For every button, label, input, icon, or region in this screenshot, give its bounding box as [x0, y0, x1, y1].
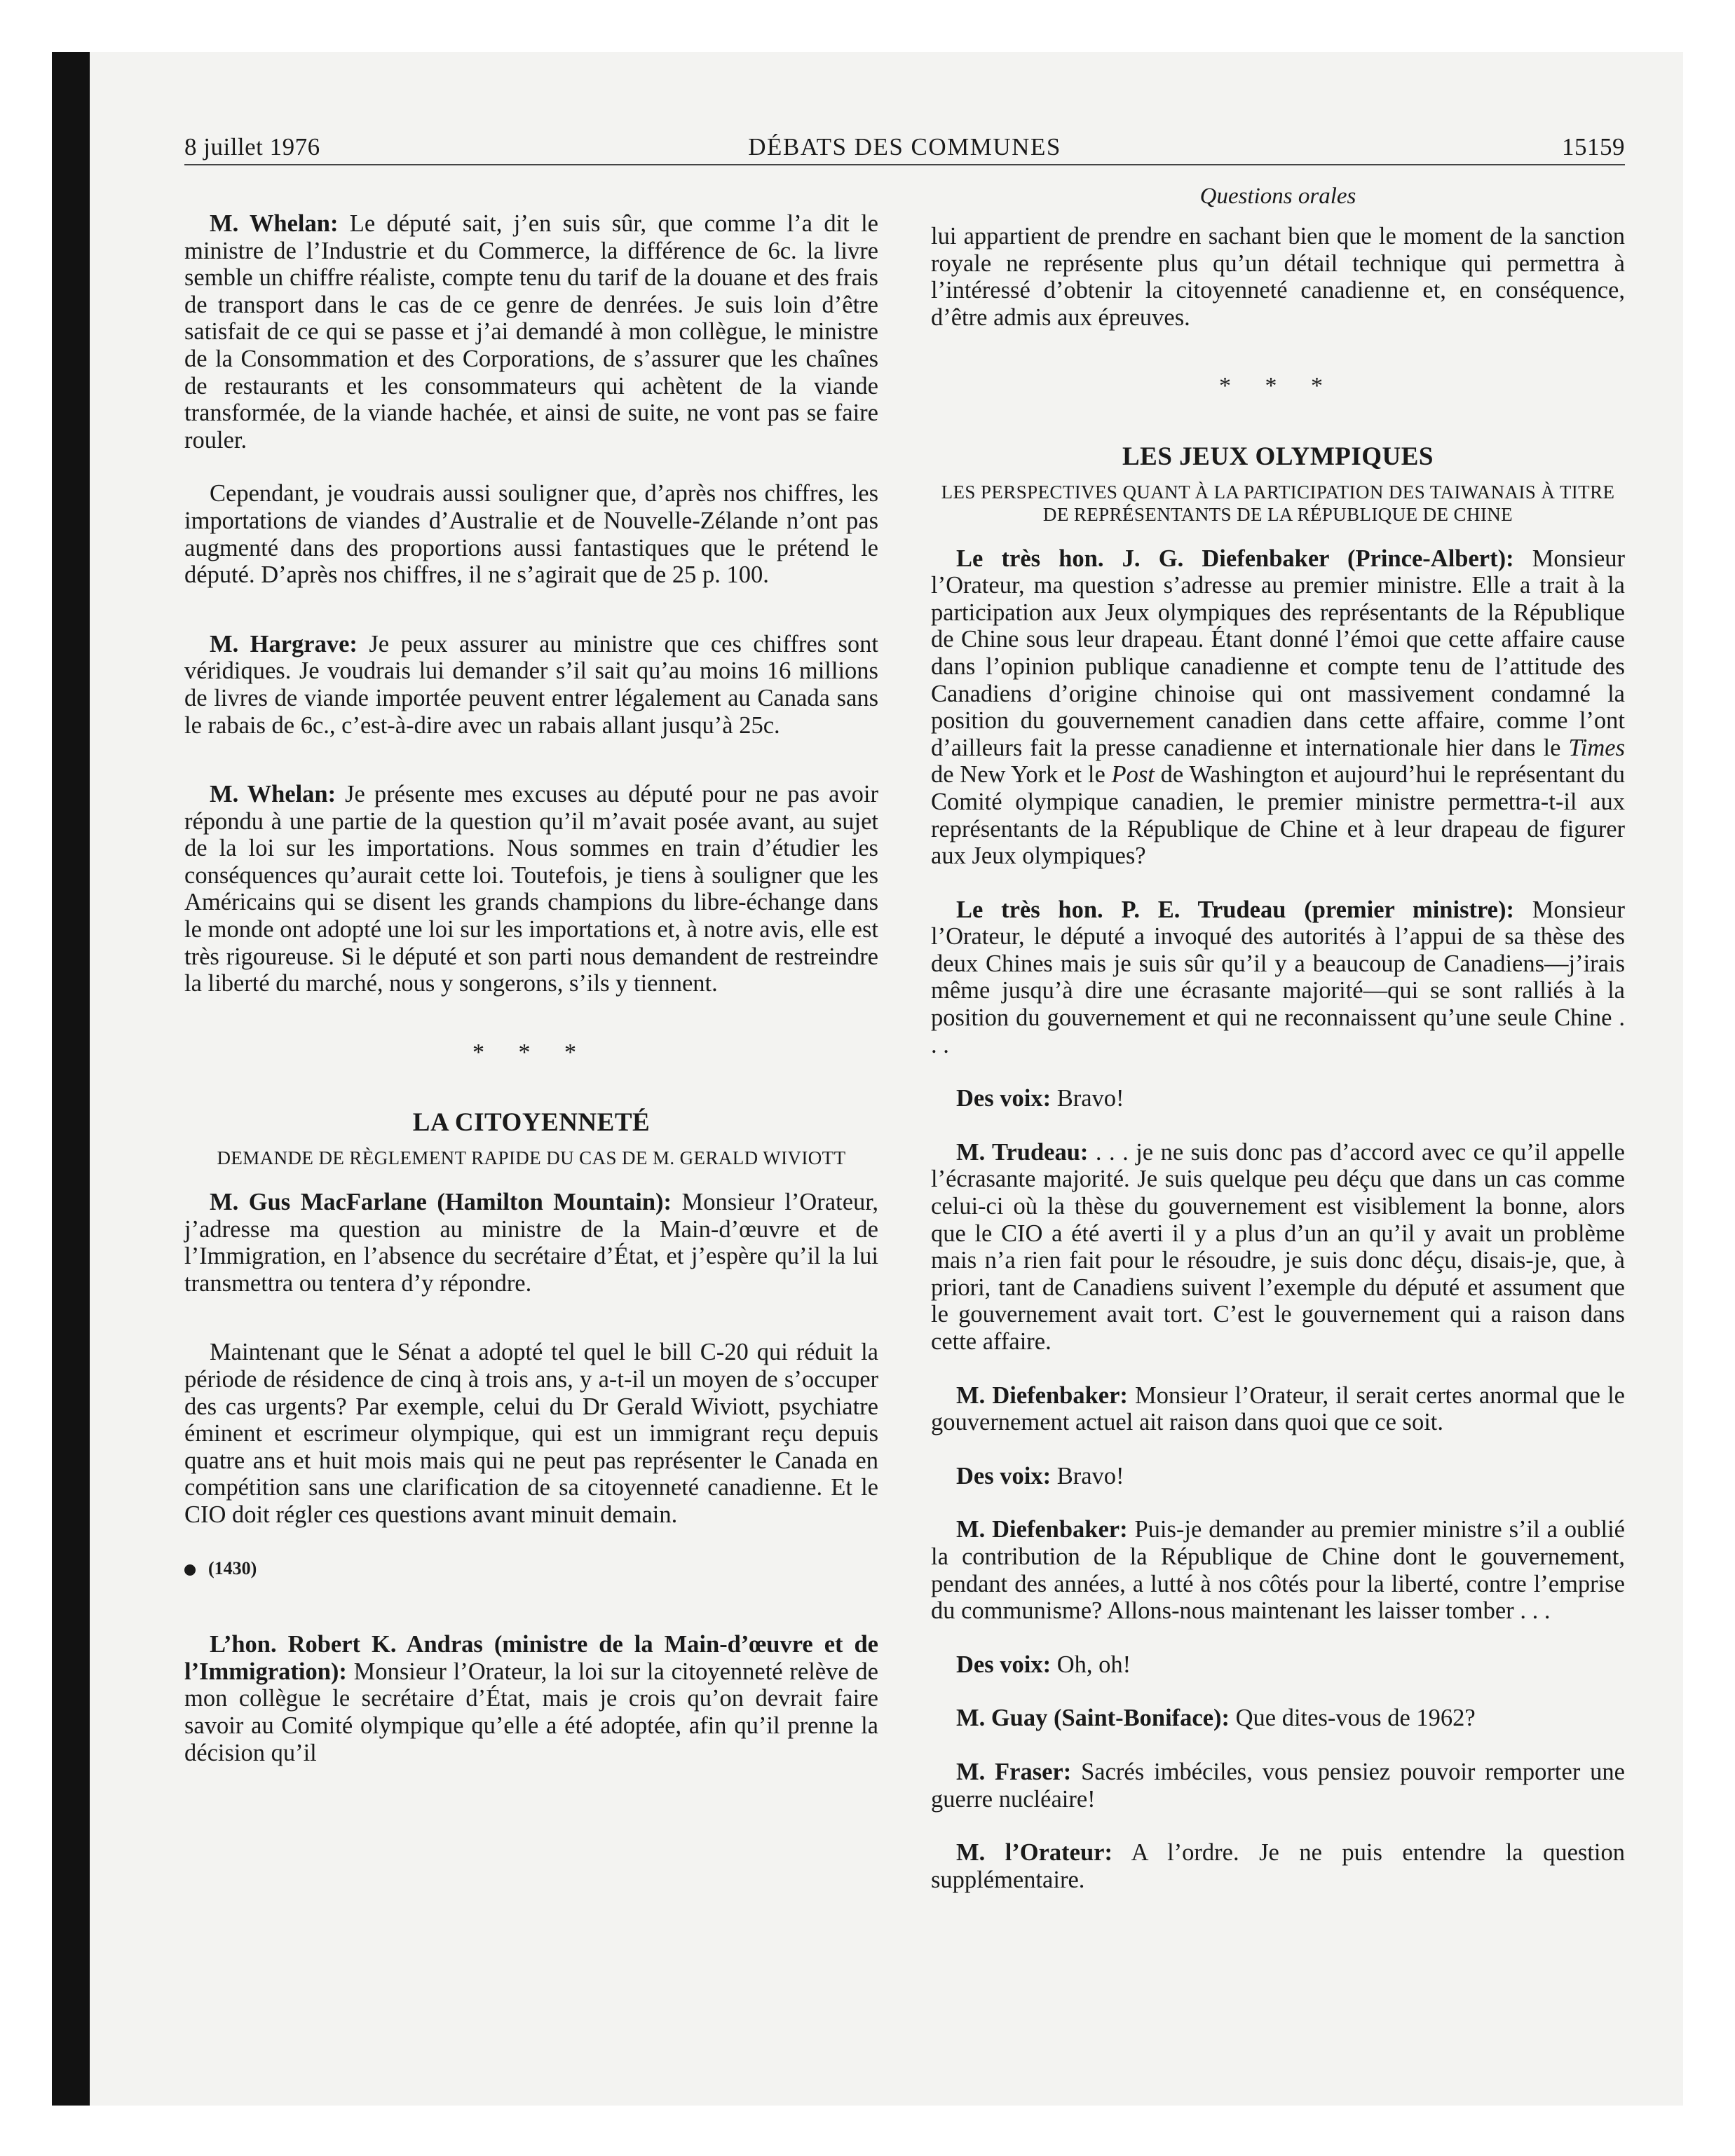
left-column: [184, 210, 878, 1793]
section-subtitle: DEMANDE DE RÈGLEMENT RAPIDE DU CAS DE M. GERALD WIVIOTT: [217, 1147, 846, 1169]
bullet-icon: [184, 1564, 196, 1576]
speaker-name: Le très hon. P. E. Trudeau (premier ministre):: [956, 896, 1514, 923]
speech-text: Bravo!: [1051, 1462, 1124, 1489]
speech-text: Monsieur l’Orateur, il serait certes anormal que le gouvernement actuel ait raison dans quoi que ce soit.: [931, 1381, 1625, 1436]
header-date: 8 juillet 1976: [184, 133, 320, 161]
speaker-name: M. Guay (Saint-Boniface):: [956, 1705, 1230, 1732]
speaker-name: M. Whelan:: [210, 781, 336, 808]
speech-text: . . . je ne suis donc pas d’accord avec ce qu’il appelle l’écrasante majorité. Je suis quelque peu déçu que dans un cas comme celui-ci où la thèse du gouvernement est visiblement la bonne, alors que le CIO a été averti il y a plus d’un an qu’il y avait un problème mais n’a rien fait pour le résoudre, je suis donc déçu, disais-je, que, à priori, tant de Canadiens suivent l’exemple du député et assument que le gouvernement avait tort. C’est le gouvernement qui a raison dans cette affaire.: [931, 1138, 1625, 1355]
section-title: LA CITOYENNETÉ: [412, 1108, 651, 1138]
speech-text: Bravo!: [1051, 1085, 1124, 1112]
speech-text: Le député sait, j’en suis sûr, que comme l’a dit le ministre de l’Industrie et du Commerce, la différence de 6c. la livre semble un chiffre réaliste, compte tenu du tarif de la douane et des frais de transport dans le cas de ce genre de denrées. Je suis loin d’être satisfait de ce qui se passe et j’ai demandé à mon collègue, le ministre de la Consommation et des Corporations, de s’assurer que les chaînes de restaurants et les consommateurs qui achètent de la viande transformée, de la viande hachée, et ainsi de suite, ne vont pas se faire rouler.: [184, 210, 878, 453]
speech-text: Oh, oh!: [1051, 1651, 1131, 1678]
speaker-name: Des voix:: [956, 1462, 1052, 1489]
speech-text: Monsieur l’Orateur, le député a invoqué des autorités à l’appui de sa thèse des deux Chines mais je suis sûr qu’il y a beaucoup de Canadiens—j’irais même jusqu’à dire une écrasante majorité—qui se sont ralliés à la position du gouvernement et qui ne reconnaissent qu’une seule Chine . . .: [931, 896, 1625, 1058]
paragraph: [931, 1651, 1625, 1679]
paragraph: [931, 1705, 1625, 1732]
newspaper-name: Times: [1568, 734, 1625, 761]
paragraph: [931, 1516, 1625, 1624]
paragraph: Maintenant que le Sénat a adopté tel quel le bill C-20 qui réduit la période de résidence de cinq à trois ans, y a-t-il un moyen de s’occuper des cas urgents? Par exemple, celui du Dr Gerald Wiviott, psychiatre éminent et escrimeur olympique, qui est un immigrant reçu depuis quatre ans et huit mois mais qui ne peut pas représenter le Canada en compétition sans une clarification de sa citoyenneté canadienne. Et le CIO doit régler ces questions avant minuit demain.: [184, 1339, 878, 1528]
paragraph: Cependant, je voudrais aussi souligner que, d’après nos chiffres, les importations de viandes d’Australie et de Nouvelle-Zélande n’ont pas augmenté dans des proportions aussi fantastiques que le prétend le député. D’après nos chiffres, il ne s’agirait que de 25 p. 100.: [184, 480, 878, 589]
speech-text: Monsieur l’Orateur, j’adresse ma question au ministre de la Main-d’œuvre et de l’Immigration, en l’absence du secrétaire d’État, et j’espère qu’il la lui transmettra ou tentera d’y répondre.: [184, 1189, 878, 1297]
speech-text: de New York et le: [931, 761, 1112, 789]
speaker-name: M. Trudeau:: [956, 1138, 1089, 1166]
speech-text: Monsieur l’Orateur, ma question s’adresse au premier ministre. Elle a trait à la participation aux Jeux olympiques des représentants de la République de Chine sous leur drapeau. Étant donné l’émoi que cette affaire cause dans l’opinion publique canadienne et compte tenu de l’attitude des Canadiens d’origine chinoise qui ont massivement condamné la position du gouvernement canadien dans cette affaire, comme l’ont d’ailleurs fait la presse canadienne et internationale hier dans le: [931, 545, 1625, 761]
speaker-name: M. Whelan:: [210, 210, 339, 237]
speaker-name: M. Hargrave:: [210, 630, 358, 657]
header-title: DÉBATS DES COMMUNES: [748, 133, 1061, 161]
paragraph: [931, 896, 1625, 1059]
timestamp: (1430): [208, 1557, 257, 1578]
section-separator: * * *: [1219, 373, 1337, 400]
speech-text: Monsieur l’Orateur, la loi sur la citoyenneté relève de mon collègue le secrétaire d’État, mais je crois qu’on devrait faire savoir au Comité olympique qu’elle a été adoptée, afin qu’il prenne la décision qu’il: [184, 1658, 878, 1766]
speech-text: Puis-je demander au premier ministre s’il a oublié la contribution de la République de Chine dont le gouvernement, pendant des années, a lutté à nos côtés pour la liberté, contre l’emprise du communisme? Allons-nous maintenant les laisser tomber . . .: [931, 1516, 1625, 1625]
section-separator: * * *: [472, 1039, 590, 1065]
paragraph: [184, 210, 878, 453]
paragraph: [931, 545, 1625, 870]
speaker-name: M. Gus MacFarlane (Hamilton Mountain):: [210, 1189, 672, 1216]
paragraph: [184, 1189, 878, 1297]
right-column: [931, 223, 1625, 1920]
paragraph: [931, 1139, 1625, 1356]
speaker-name: L’hon. Robert K. Andras (ministre de la Main-d’œuvre et de l’Immigration):: [184, 1631, 878, 1685]
scan-edge-bar: [52, 52, 90, 2106]
newspaper-name: Post: [1111, 761, 1155, 789]
speaker-name: M. Diefenbaker:: [956, 1381, 1128, 1409]
paragraph: [931, 1085, 1625, 1112]
section-heading: Questions orales: [1199, 184, 1356, 209]
header-page-number: 15159: [1562, 133, 1625, 161]
speech-text: de Washington et aujourd’hui le représentant du Comité olympique canadien, le premier ministre permettra-t-il aux représentants de la République de Chine et à leur drapeau de figurer aux Jeux olympiques?: [931, 761, 1626, 870]
timestamp-marker: [184, 1555, 878, 1583]
paragraph: [184, 631, 878, 739]
speech-text: A l’ordre. Je ne puis entendre la question supplémentaire.: [931, 1839, 1626, 1893]
speaker-name: Des voix:: [956, 1085, 1052, 1112]
speaker-name: Des voix:: [956, 1651, 1052, 1678]
speech-text: Je présente mes excuses au député pour ne pas avoir répondu à une partie de la question qu’il m’avait posée avant, au sujet de la loi sur les importations. Nous sommes en train d’étudier les conséquences qu’aurait cette loi. Toutefois, je tiens à souligner que les Américains qui se disent les grands champions du libre-échange dans le monde ont adopté une loi sur les importations et, à notre avis, elle est très rigoureuse. Si le député et son parti nous demandent de restreindre la liberté du marché, nous y songerons, s’ils y tiennent.: [184, 781, 878, 997]
paragraph: lui appartient de prendre en sachant bien que le moment de la sanction royale ne représente plus qu’un détail technique qui permettra à l’intéressé d’obtenir la citoyenneté canadienne et, en conséquence, d’être admis aux épreuves.: [931, 223, 1625, 331]
paragraph: [184, 781, 878, 997]
running-header: [184, 125, 1625, 165]
paragraph: [931, 1759, 1625, 1813]
paragraph: [931, 1382, 1625, 1436]
paragraph: [931, 1839, 1625, 1893]
speaker-name: M. Diefenbaker:: [956, 1516, 1128, 1543]
speech-text: Sacrés imbéciles, vous pensiez pouvoir remporter une guerre nucléaire!: [931, 1758, 1625, 1813]
speaker-name: Le très hon. J. G. Diefenbaker (Prince-Albert):: [956, 545, 1514, 572]
speech-text: Que dites-vous de 1962?: [1230, 1705, 1476, 1732]
paragraph: [931, 1463, 1625, 1490]
speaker-name: M. l’Orateur:: [956, 1839, 1113, 1867]
speech-text: Je peux assurer au ministre que ces chiffres sont véridiques. Je voudrais lui demander s’il sait qu’au moins 16 millions de livres de viande importée peuvent entrer légalement au Canada sans le rabais de 6c., c’est-à-dire avec un rabais allant jusqu’à 25c.: [184, 630, 879, 739]
section-title: LES JEUX OLYMPIQUES: [1122, 442, 1434, 471]
paragraph: [184, 1631, 878, 1766]
section-subtitle: LES PERSPECTIVES QUANT À LA PARTICIPATION DES TAIWANAIS À TITRE DE REPRÉSENTANTS DE LA RÉPUBLIQUE DE CHINE: [941, 481, 1615, 525]
speaker-name: M. Fraser:: [956, 1758, 1072, 1785]
